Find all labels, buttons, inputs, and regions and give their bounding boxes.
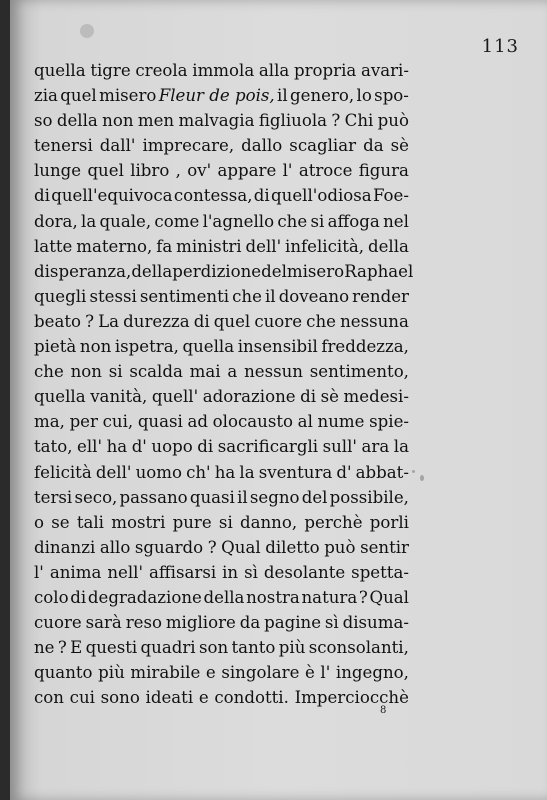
word: si — [108, 362, 123, 382]
word: ingegno, — [335, 663, 409, 683]
word: quell' — [151, 387, 199, 407]
word: sarà — [85, 613, 122, 633]
word: questi — [85, 638, 138, 658]
word: porli — [369, 512, 409, 532]
word: può — [377, 111, 409, 131]
word: tato, — [34, 437, 73, 457]
text-line — [34, 660, 409, 685]
word: vanità, — [90, 387, 148, 407]
word: abbat- — [355, 462, 409, 482]
word: ma, — [34, 412, 65, 432]
word: Chi — [344, 111, 374, 131]
word: diletto — [265, 537, 320, 557]
word: ch' — [186, 462, 211, 482]
word: appare — [217, 161, 277, 181]
word: la — [81, 211, 97, 231]
word: zia — [34, 86, 58, 106]
word: che — [306, 311, 336, 331]
word: ? — [207, 537, 217, 557]
word: La — [98, 311, 120, 331]
word: propria — [293, 61, 357, 80]
word: nume — [317, 412, 365, 432]
word: se — [51, 512, 70, 532]
word: ministri — [176, 236, 242, 256]
word: nel — [383, 211, 409, 231]
word: quel — [60, 86, 97, 106]
word: sì — [244, 562, 258, 582]
word: a — [227, 362, 238, 382]
word: creola — [135, 61, 188, 80]
word: quasi — [137, 412, 183, 432]
word: il — [265, 286, 276, 306]
word: alla — [258, 61, 290, 80]
word: olocausto — [212, 412, 294, 432]
word: scalda — [129, 362, 183, 382]
word: mostri — [111, 512, 166, 532]
word: danno, — [239, 512, 298, 532]
word: uomo — [135, 462, 182, 482]
word: Fleur de pois, — [158, 86, 275, 106]
word: sacrificargli — [217, 437, 319, 457]
word: come — [154, 211, 200, 231]
word: d' — [131, 437, 147, 457]
word: della — [367, 236, 409, 256]
word: spie- — [369, 412, 409, 432]
text-line — [34, 409, 409, 434]
word: della — [56, 111, 98, 131]
word: medesi- — [343, 387, 409, 407]
text-line — [34, 560, 409, 585]
book-page — [10, 0, 547, 800]
word: cui — [69, 688, 95, 708]
word: sventura — [258, 462, 333, 482]
text-line — [34, 460, 409, 485]
word: del — [261, 261, 287, 281]
word: sè — [320, 387, 339, 407]
word: infelicità, — [285, 236, 365, 256]
word: migliore — [165, 613, 236, 633]
text-line — [34, 485, 409, 510]
word: Foe- — [372, 186, 409, 206]
word: al — [297, 412, 313, 432]
word: ara — [361, 437, 390, 457]
word: cuore — [254, 311, 303, 331]
word: più — [98, 663, 125, 683]
text-line — [34, 384, 409, 409]
word: affoga — [327, 211, 380, 231]
word: e — [198, 688, 209, 708]
word: nessuna — [340, 311, 409, 331]
word: quella — [34, 387, 86, 407]
word: di — [34, 186, 50, 206]
text-line — [34, 635, 409, 660]
word: con — [34, 688, 64, 708]
printer-signature: 8 — [380, 705, 387, 716]
word: natura — [301, 587, 358, 607]
word: non — [102, 111, 134, 131]
body-text — [34, 58, 414, 710]
word: libro — [130, 161, 170, 181]
word: men — [137, 111, 175, 131]
word: quel — [213, 311, 251, 331]
word: nostra — [246, 587, 300, 607]
word: l'agnello — [202, 211, 275, 231]
word: sono — [100, 688, 140, 708]
word: quella — [34, 61, 86, 80]
word: felicità — [34, 462, 92, 482]
word: dall' — [99, 136, 136, 156]
paper-speck — [80, 24, 94, 38]
word: l' — [34, 562, 44, 582]
word: in — [222, 562, 239, 582]
word: ov' — [187, 161, 212, 181]
word: ? — [57, 638, 67, 658]
word: sè — [390, 136, 409, 156]
word: passano — [119, 487, 188, 507]
text-line — [34, 309, 409, 334]
word: ha — [214, 462, 236, 482]
word: perdizione — [172, 261, 262, 281]
word: o — [34, 512, 44, 532]
word: son — [198, 638, 229, 658]
paper-speck — [420, 475, 424, 481]
word: render — [352, 286, 409, 306]
word: si — [218, 512, 233, 532]
word: ? — [331, 111, 341, 131]
word: sentir — [360, 537, 409, 557]
word: Raphael — [344, 261, 414, 281]
word: quanto — [34, 663, 93, 683]
text-line — [34, 259, 414, 284]
word: della — [131, 261, 173, 281]
word: durezza — [123, 311, 190, 331]
word: Qual — [369, 587, 409, 607]
word: lunge — [34, 161, 82, 181]
word: imprecare, — [142, 136, 235, 156]
word: quella — [182, 337, 235, 357]
text-line — [34, 108, 409, 133]
word: perchè — [304, 512, 363, 532]
word: cui, — [102, 412, 134, 432]
word: mirabile — [130, 663, 201, 683]
word: Imperciocchè — [294, 688, 409, 708]
text-line — [34, 158, 409, 183]
word: ad — [187, 412, 209, 432]
word: dell' — [245, 236, 282, 256]
word: pietà — [34, 337, 77, 357]
text-line — [34, 585, 409, 610]
word: insensibil — [237, 337, 318, 357]
text-line — [34, 209, 409, 234]
word: genero, — [290, 86, 355, 106]
text-line — [34, 58, 409, 83]
word: disuma- — [342, 613, 409, 633]
word: è — [305, 663, 315, 683]
word: nell' — [107, 562, 144, 582]
word: quell'equivoca — [51, 186, 173, 206]
word: quegli — [34, 286, 87, 306]
word: singolare — [221, 663, 300, 683]
word: quale, — [99, 211, 152, 231]
word: l' — [282, 161, 293, 181]
word: figura — [358, 161, 409, 181]
word: segno — [249, 487, 300, 507]
text-line — [34, 610, 409, 635]
word: quadri — [140, 638, 196, 658]
word: sentimenti — [139, 286, 230, 306]
word: ideati — [145, 688, 194, 708]
word: desolante — [263, 562, 346, 582]
word: che — [277, 211, 308, 231]
word: ha — [106, 437, 128, 457]
text-line — [34, 434, 409, 459]
word: quell'odiosa — [271, 186, 372, 206]
word: ell' — [77, 437, 103, 457]
text-line — [34, 334, 409, 359]
word: del — [301, 487, 328, 507]
word: misero — [99, 86, 157, 106]
word: tersi — [34, 487, 73, 507]
word: d' — [336, 462, 352, 482]
word: stessi — [89, 286, 137, 306]
word: può — [324, 537, 356, 557]
word: disperanza, — [34, 261, 132, 281]
word: doveano — [278, 286, 350, 306]
word: il — [277, 86, 288, 106]
word: sconsolanti, — [308, 638, 409, 658]
text-line — [34, 183, 409, 208]
word: il — [237, 487, 248, 507]
word: ? — [85, 311, 95, 331]
word: pagine — [264, 613, 322, 633]
word: immola — [192, 61, 255, 80]
word: dinanzi — [34, 537, 96, 557]
word: latte — [34, 236, 73, 256]
word: anima — [49, 562, 102, 582]
word: più — [278, 638, 306, 658]
text-line — [34, 510, 409, 535]
word: ne — [34, 638, 55, 658]
word: quasi — [189, 487, 235, 507]
word: che — [34, 362, 64, 382]
word: spetta- — [351, 562, 409, 582]
word: tenersi — [34, 136, 93, 156]
word: colo — [34, 587, 69, 607]
word: beato — [34, 311, 81, 331]
word: condotti. — [214, 688, 289, 708]
word: allo — [99, 537, 131, 557]
text-line — [34, 359, 409, 384]
word: non — [79, 337, 112, 357]
word: Qual — [221, 537, 261, 557]
text-line — [34, 133, 409, 158]
word: ? — [358, 587, 368, 607]
word: tanto — [231, 638, 276, 658]
text-line — [34, 83, 409, 108]
text-line — [34, 284, 409, 309]
word: spo- — [374, 86, 409, 106]
word: da — [363, 136, 384, 156]
word: atroce — [298, 161, 353, 181]
text-line — [34, 685, 409, 710]
word: si — [310, 211, 325, 231]
paper-speck — [412, 470, 415, 473]
word: seco, — [74, 487, 118, 507]
word: , — [175, 161, 181, 181]
word: la — [393, 437, 409, 457]
word: E — [70, 638, 83, 658]
word: sentimento, — [309, 362, 409, 382]
word: di — [300, 387, 317, 407]
word: cuore — [34, 613, 82, 633]
word: di — [197, 437, 214, 457]
word: della — [203, 587, 245, 607]
word: la — [239, 462, 255, 482]
word: misero — [286, 261, 345, 281]
word: contessa, — [173, 186, 253, 206]
word: avari- — [360, 61, 409, 80]
word: ispetra, — [114, 337, 179, 357]
word: degradazione — [87, 587, 202, 607]
word: affisarsi — [148, 562, 217, 582]
word: nessun — [244, 362, 303, 382]
word: figliuola — [258, 111, 328, 131]
word: uopo — [151, 437, 193, 457]
word: tali — [76, 512, 104, 532]
word: di — [193, 311, 210, 331]
word: di — [253, 186, 270, 206]
word: quel — [87, 161, 124, 181]
word: lo — [356, 86, 372, 106]
word: materno, — [76, 236, 153, 256]
text-line — [34, 234, 409, 259]
word: dallo — [241, 136, 283, 156]
page-number: 113 — [481, 36, 519, 57]
word: dora, — [34, 211, 78, 231]
word: sull' — [322, 437, 357, 457]
word: sì — [324, 613, 339, 633]
word: tigre — [90, 61, 131, 80]
word: fa — [156, 236, 173, 256]
word: adorazione — [202, 387, 296, 407]
word: sguardo — [134, 537, 204, 557]
word: malvagia — [178, 111, 255, 131]
word: dell' — [95, 462, 132, 482]
word: non — [70, 362, 102, 382]
word: che — [232, 286, 262, 306]
word: reso — [125, 613, 162, 633]
word: scagliar — [289, 136, 357, 156]
word: freddezza, — [321, 337, 409, 357]
word: da — [239, 613, 261, 633]
word: l' — [320, 663, 331, 683]
word: pure — [172, 512, 212, 532]
text-line — [34, 535, 409, 560]
word: possibile, — [329, 487, 409, 507]
word: per — [69, 412, 98, 432]
word: so — [34, 111, 53, 131]
word: e — [205, 663, 216, 683]
word: mai — [189, 362, 221, 382]
word: di — [70, 587, 87, 607]
